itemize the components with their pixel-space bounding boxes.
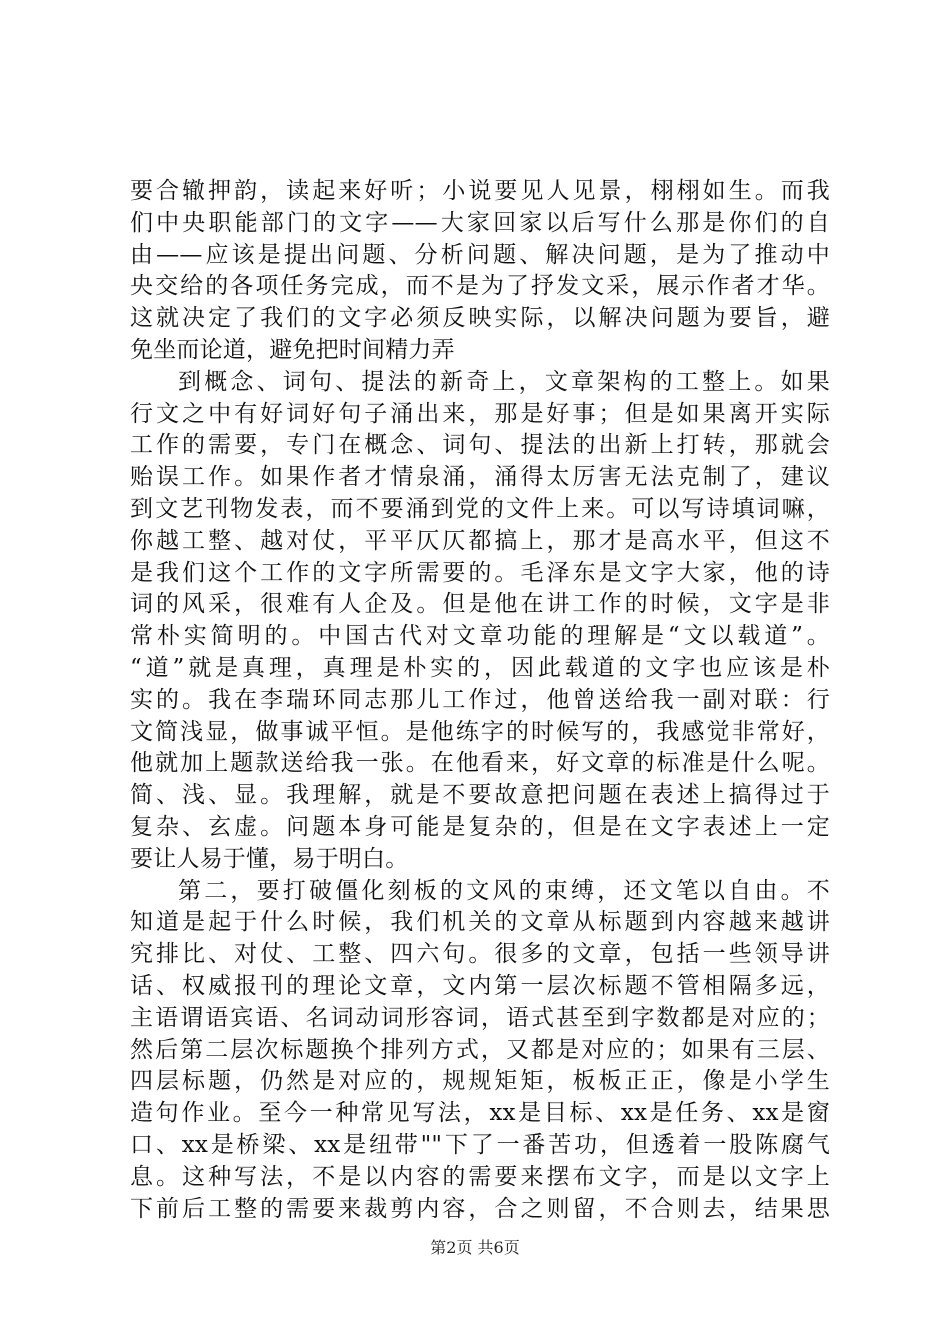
text-line: 你越工整、越对仗，平平仄仄都搞上，那才是高水平，但这不 xyxy=(130,527,830,554)
text-line: 然后第二层次标题换个排列方式，又都是对应的；如果有三层、 xyxy=(130,1036,830,1063)
page-number-footer: 第2页 共6页 xyxy=(430,1238,520,1257)
text-line: 行文之中有好词好句子涌出来，那是好事；但是如果离开实际 xyxy=(130,400,830,427)
text-line: 到文艺刊物发表，而不要涌到党的文件上来。可以写诗填词嘛， xyxy=(130,495,830,522)
text-line: 这就决定了我们的文字必须反映实际，以解决问题为要旨，避 xyxy=(130,305,830,332)
text-line: 由——应该是提出问题、分析问题、解决问题，是为了推动中 xyxy=(130,241,830,268)
text-line: 息。这种写法，不是以内容的需要来摆布文字，而是以文字上 xyxy=(130,1163,830,1190)
text-line: “道”就是真理，真理是朴实的，因此载道的文字也应该是朴 xyxy=(130,654,830,681)
text-line: 造句作业。至今一种常见写法，xx是目标、xx是任务、xx是窗 xyxy=(130,1100,830,1127)
text-line: 口、xx是桥梁、xx是纽带""下了一番苦功，但透着一股陈腐气 xyxy=(130,1131,830,1158)
text-line: 央交给的各项任务完成，而不是为了抒发文采，展示作者才华。 xyxy=(130,273,830,300)
paragraph-start-line: 到概念、词句、提法的新奇上，文章架构的工整上。如果 xyxy=(178,368,830,395)
text-line: 知道是起于什么时候，我们机关的文章从标题到内容越来越讲 xyxy=(130,909,830,936)
text-line: 究排比、对仗、工整、四六句。很多的文章，包括一些领导讲 xyxy=(130,941,830,968)
text-line: 们中央职能部门的文字——大家回家以后写什么那是你们的自 xyxy=(130,209,830,236)
text-line: 是我们这个工作的文字所需要的。毛泽东是文字大家，他的诗 xyxy=(130,559,830,586)
text-line: 实的。我在李瑞环同志那儿工作过，他曾送给我一副对联：行 xyxy=(130,686,830,713)
text-line: 主语谓语宾语、名词动词形容词，语式甚至到字数都是对应的； xyxy=(130,1004,830,1031)
text-line: 词的风采，很难有人企及。但是他在讲工作的时候，文字是非 xyxy=(130,591,830,618)
text-line: 免坐而论道，避免把时间精力弄 xyxy=(130,336,455,363)
text-line: 常朴实简明的。中国古代对文章功能的理解是“文以载道”。 xyxy=(130,623,830,650)
text-line: 文简浅显，做事诚平恒。是他练字的时候写的，我感觉非常好， xyxy=(130,718,830,745)
text-line: 复杂、玄虚。问题本身可能是复杂的，但是在文字表述上一定 xyxy=(130,813,830,840)
text-line: 简、浅、显。我理解，就是不要故意把问题在表述上搞得过于 xyxy=(130,782,830,809)
text-line: 工作的需要，专门在概念、词句、提法的出新上打转，那就会 xyxy=(130,432,830,459)
text-line: 下前后工整的需要来裁剪内容，合之则留，不合则去，结果思 xyxy=(130,1195,830,1222)
paragraph-start-line: 第二，要打破僵化刻板的文风的束缚，还文笔以自由。不 xyxy=(178,877,830,904)
text-line: 他就加上题款送给我一张。在他看来，好文章的标准是什么呢。 xyxy=(130,750,830,777)
text-line: 贻误工作。如果作者才情泉涌，涌得太厉害无法克制了，建议 xyxy=(130,464,830,491)
body-text xyxy=(130,176,830,1225)
text-line: 四层标题，仍然是对应的，规规矩矩，板板正正，像是小学生 xyxy=(130,1068,830,1095)
text-line: 要合辙押韵，读起来好听；小说要见人见景，栩栩如生。而我 xyxy=(130,178,830,204)
text-line: 要让人易于懂，易于明白。 xyxy=(130,845,409,872)
text-line: 话、权威报刊的理论文章，文内第一层次标题不管相隔多远， xyxy=(130,972,830,999)
